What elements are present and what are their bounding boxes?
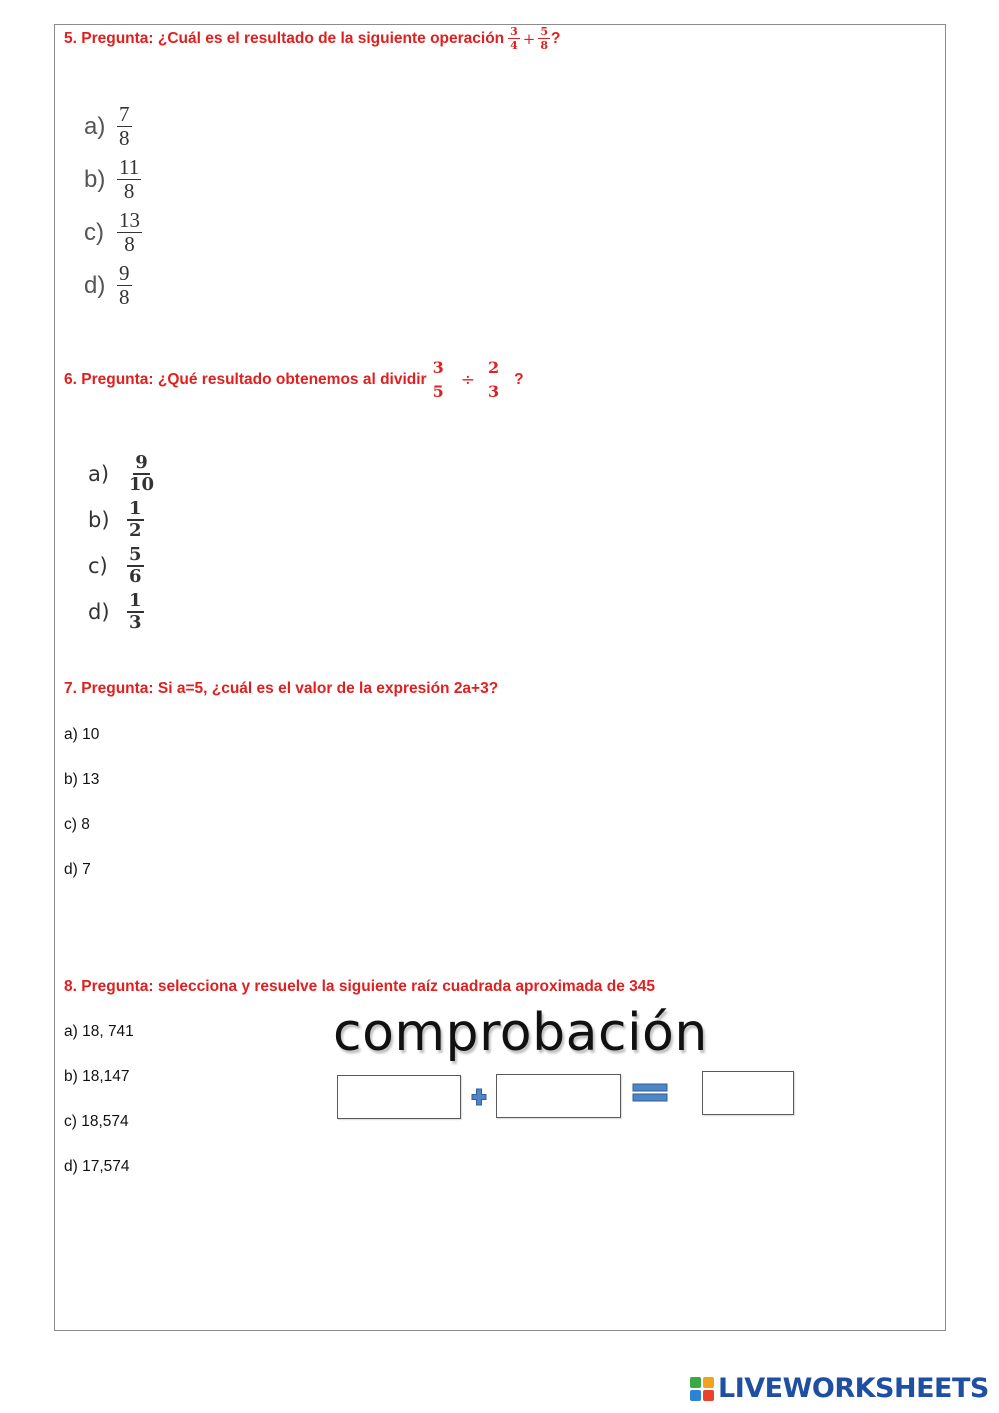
q8-option-d[interactable]: d) 17,574 [64, 1158, 130, 1175]
q6-fraction-1: 3 5 [432, 358, 444, 401]
logo-grid-icon [690, 1377, 714, 1401]
question-6-text: 6. Pregunta: ¿Qué resultado obtenemos al dividir [64, 371, 427, 388]
q7-option-c[interactable]: c) 8 [64, 816, 90, 833]
q5-option-c[interactable]: c) $\frac{13}{8}$ [84, 208, 140, 256]
logo-text: LIVEWORKSHEETS [718, 1373, 989, 1404]
q6-option-a-fraction: $\frac{9}{10}$ [129, 452, 155, 495]
q6-question-mark: ? [514, 371, 524, 388]
check-title: comprobación [333, 1003, 708, 1063]
q5-option-a[interactable]: a) $\frac{7}{8}$ [84, 102, 130, 150]
check-result-input[interactable] [702, 1071, 794, 1115]
question-5 [64, 26, 561, 51]
q5-fraction-1: $\frac{3}{4}$ [510, 25, 518, 52]
q5-fraction-2: $\frac{5}{8}$ [540, 25, 549, 52]
question-8-text: 8. Pregunta: selecciona y resuelve la siguiente raíz cuadrada aproximada de 345 [64, 978, 655, 995]
equals-icon [632, 1083, 668, 1103]
q6-option-a[interactable]: a) $\frac{9}{10}$ [88, 452, 155, 495]
q5-option-d-fraction: $\frac{9}{8}$ [119, 261, 130, 309]
q6-option-c-fraction: $\frac{5}{6}$ [129, 544, 142, 587]
q7-option-d[interactable]: d) 7 [64, 861, 91, 878]
question-6 [64, 360, 524, 400]
q8-option-a[interactable]: a) 18, 741 [64, 1023, 134, 1040]
q6-option-b-fraction: $\frac{1}{2}$ [129, 498, 142, 541]
q8-option-c[interactable]: c) 18,574 [64, 1113, 129, 1130]
q6-option-b[interactable]: b) $\frac{1}{2}$ [88, 498, 142, 541]
question-7 [64, 680, 498, 698]
q6-fraction-2: 2 3 [487, 358, 500, 401]
q8-option-b[interactable]: b) 18,147 [64, 1068, 130, 1085]
question-7-text: 7. Pregunta: Si a=5, ¿cuál es el valor de la expresión 2a+3? [64, 680, 499, 697]
q7-option-a[interactable]: a) 10 [64, 726, 100, 743]
q5-option-d[interactable]: d) $\frac{9}{8}$ [84, 261, 130, 309]
worksheet-page [54, 24, 946, 1331]
q5-plus-sign: + [522, 29, 536, 48]
q5-option-c-fraction: $\frac{13}{8}$ [119, 208, 140, 256]
q6-option-d-fraction: $\frac{1}{3}$ [129, 590, 142, 633]
q5-option-b-fraction: $\frac{11}{8}$ [119, 155, 140, 203]
q7-option-b[interactable]: b) 13 [64, 771, 100, 788]
q5-option-b[interactable]: b) $\frac{11}{8}$ [84, 155, 140, 203]
plus-icon [471, 1088, 487, 1106]
liveworksheets-logo[interactable] [690, 1373, 989, 1404]
q6-option-c[interactable]: c) $\frac{5}{6}$ [88, 544, 142, 587]
question-8 [64, 978, 655, 996]
check-input-2[interactable] [496, 1074, 621, 1118]
q5-option-a-fraction: $\frac{7}{8}$ [119, 102, 130, 150]
check-input-1[interactable] [337, 1075, 461, 1119]
q5-question-mark: ? [551, 29, 561, 47]
q6-divide-sign: ÷ [460, 370, 475, 390]
question-5-text: 5. Pregunta: ¿Cuál es el resultado de la siguiente operación [64, 29, 505, 47]
q6-option-d[interactable]: d) $\frac{1}{3}$ [88, 590, 142, 633]
